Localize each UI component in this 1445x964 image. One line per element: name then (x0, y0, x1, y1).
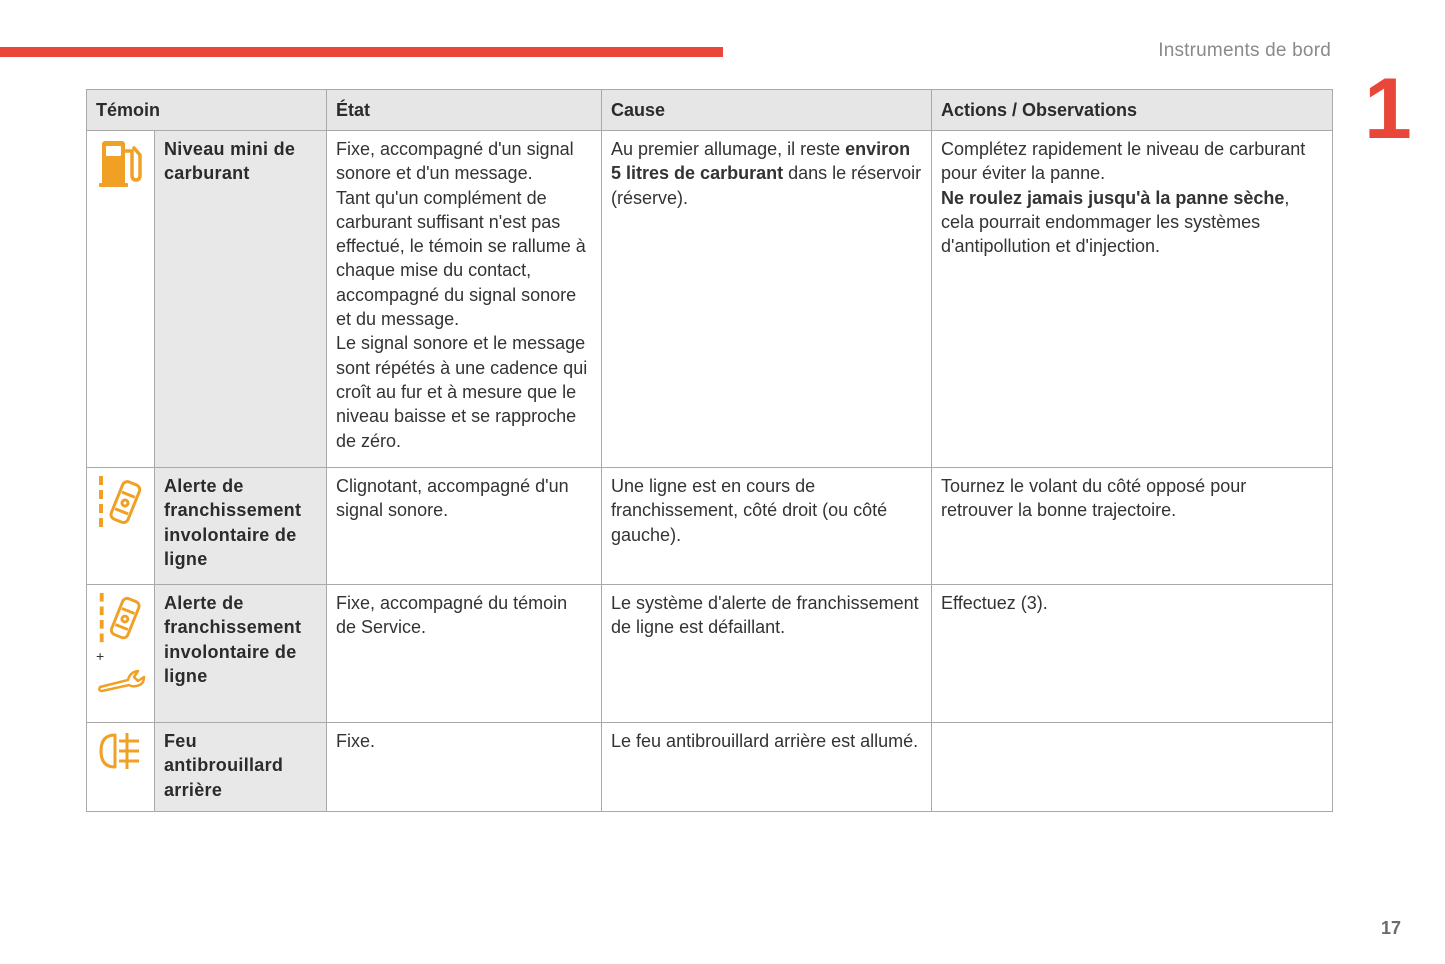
icon-cell (87, 723, 155, 812)
column-header-temoin: Témoin (87, 90, 327, 131)
actions-text: Tournez le volant du côté opposé pour retrouver la bonne trajectoire. (932, 468, 1333, 585)
column-header-cause: Cause (602, 90, 932, 131)
cause-bold-text: environ 5 litres de carburant (611, 139, 911, 184)
fuel-pump-icon (98, 137, 144, 189)
rear-fog-light-icon (97, 729, 145, 773)
table-header-row (87, 90, 1333, 131)
wrench-icon (96, 667, 152, 693)
lane-departure-icon (97, 591, 145, 647)
etat-text: Fixe, accompagné d'un signal sonore et d'un message. (336, 139, 574, 184)
actions-cell (932, 131, 1333, 468)
lane-departure-icon (97, 474, 145, 532)
warning-name: Alerte de franchissement involontaire de ligne (155, 468, 327, 585)
table-row (87, 131, 1333, 468)
actions-text: Effectuez (3). (932, 585, 1333, 723)
icon-cell (87, 131, 155, 468)
warning-lights-table (86, 89, 1333, 812)
actions-bold-text: Ne roulez jamais jusqu'à la panne sèche (941, 187, 1285, 208)
etat-text: Clignotant, accompagné d'un signal sonore. (327, 468, 602, 585)
cause-cell (602, 131, 932, 468)
column-header-actions: Actions / Observations (932, 90, 1333, 131)
icon-cell (87, 585, 155, 723)
cause-text: Une ligne est en cours de franchissement, côté droit (ou côté gauche). (602, 468, 932, 585)
cause-text: dans le réservoir (réserve). (611, 163, 922, 208)
page-number: 17 (1381, 918, 1402, 938)
plus-sign: + (96, 648, 105, 664)
table-row (87, 723, 1333, 812)
warning-name: Alerte de franchissement involontaire de ligne (155, 585, 327, 723)
actions-text (932, 723, 1333, 812)
chapter-number: 1 (1364, 61, 1412, 157)
section-title: Instruments de bord (1158, 40, 1331, 61)
actions-text: Complétez rapidement le niveau de carburant pour éviter la panne. (941, 139, 1306, 184)
etat-text: Tant qu'un complément de carburant suffisant n'est pas effectué, le témoin se rallume à chaque mise du contact, accompagné du signal sonore et du message. (336, 187, 586, 330)
etat-cell (327, 131, 602, 468)
cause-text: Le système d'alerte de franchissement de ligne est défaillant. (602, 585, 932, 723)
table-row (87, 468, 1333, 585)
warning-name: Niveau mini de carburant (155, 131, 327, 468)
icon-cell (87, 468, 155, 585)
warning-name: Feu antibrouillard arrière (155, 723, 327, 812)
column-header-etat: État (327, 90, 602, 131)
top-accent-bar (0, 47, 723, 57)
actions-text: , cela pourrait endommager les systèmes d'antipollution et d'injection. (941, 187, 1290, 257)
etat-text: Le signal sonore et le message sont répétés à une cadence qui croît au fur et à mesure que le niveau baisse et se rapproche de zéro. (336, 333, 588, 451)
etat-text: Fixe. (327, 723, 602, 812)
etat-text: Fixe, accompagné du témoin de Service. (327, 585, 602, 723)
cause-text: Le feu antibrouillard arrière est allumé. (602, 723, 932, 812)
cause-text: Au premier allumage, il reste (611, 139, 846, 159)
table-row (87, 585, 1333, 723)
